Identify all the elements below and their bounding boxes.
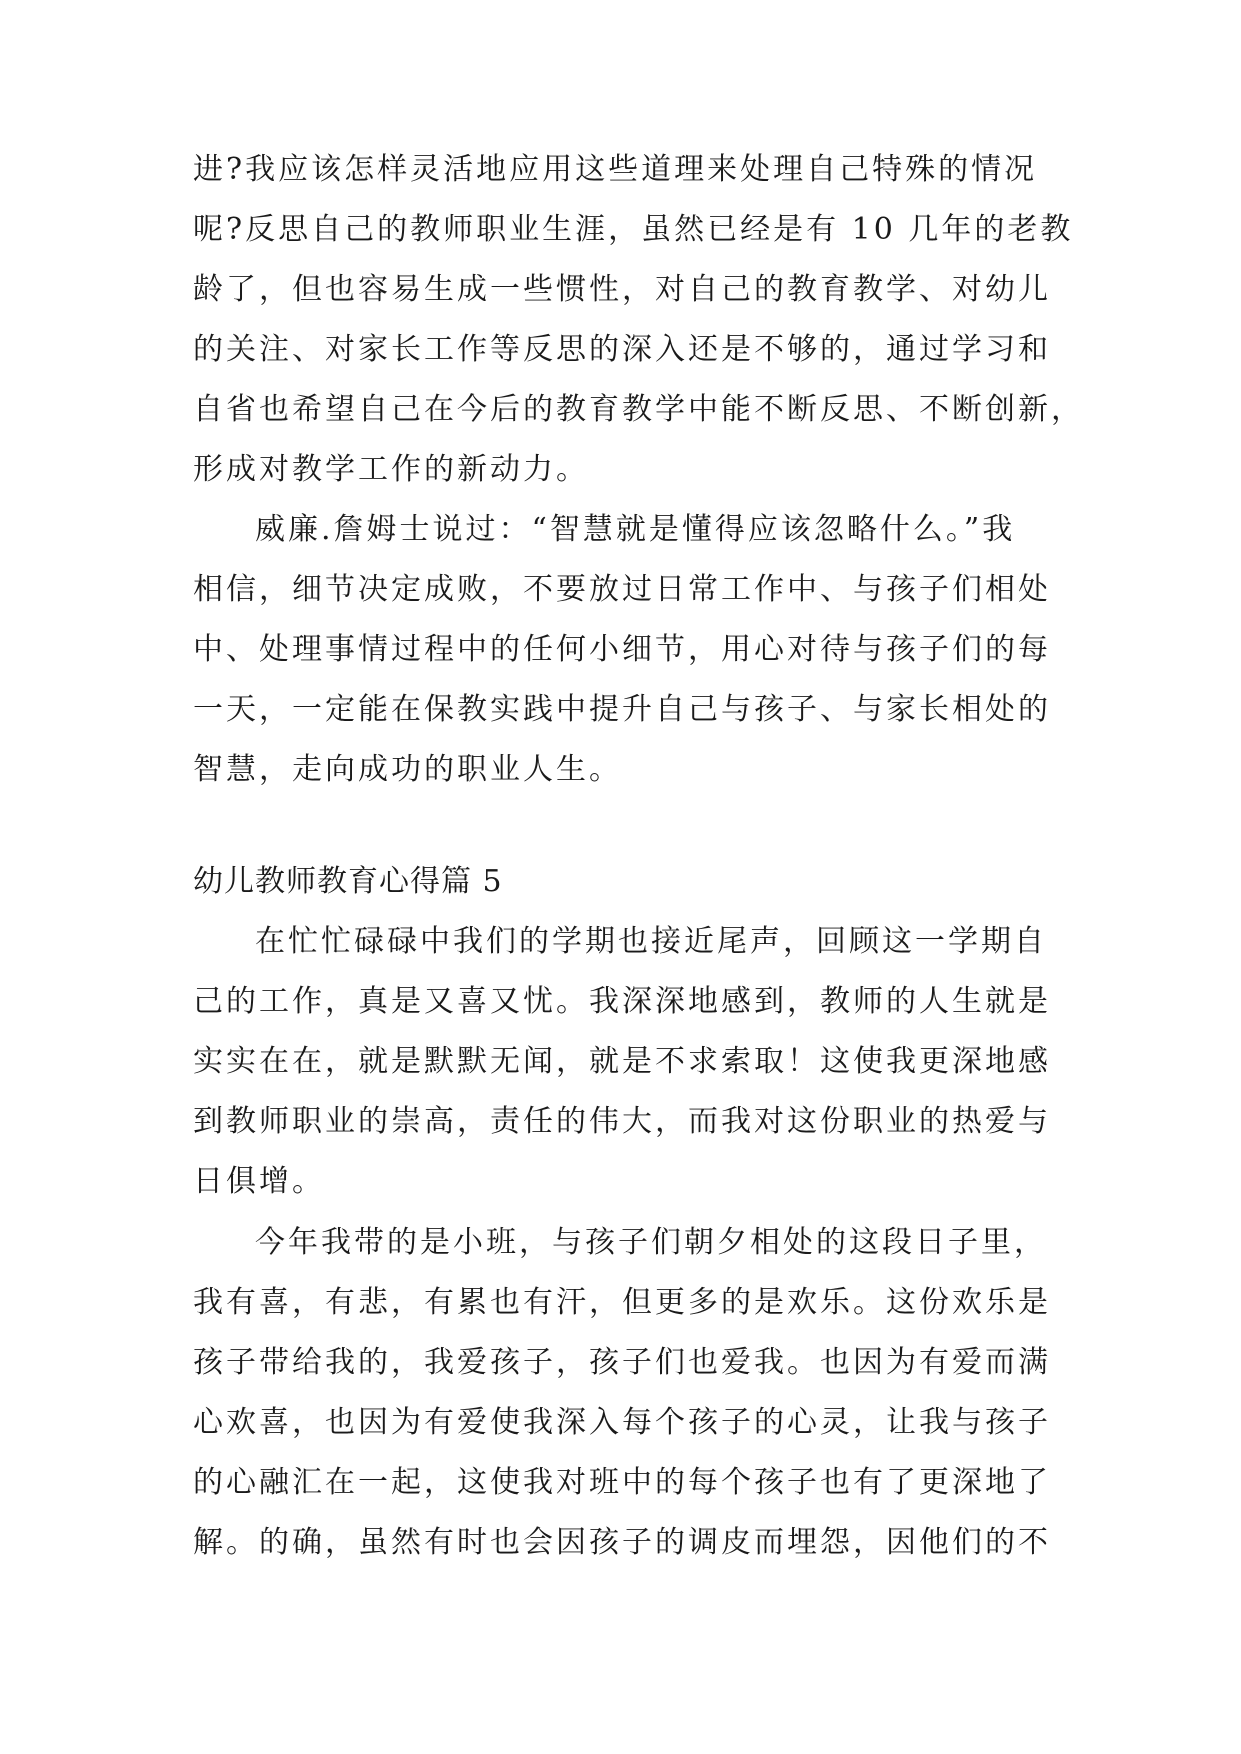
text-line: 呢?反思自己的教师职业生涯，虽然已经是有 10 几年的老教	[193, 212, 1074, 247]
text-line: 心欢喜，也因为有爱使我深入每个孩子的心灵，让我与孩子	[193, 1405, 1051, 1440]
text-line: 自省也希望自己在今后的教育教学中能不断反思、不断创新，	[193, 392, 1084, 427]
text-line: 的心融汇在一起，这使我对班中的每个孩子也有了更深地了	[193, 1465, 1051, 1500]
text-line: 在忙忙碌碌中我们的学期也接近尾声，回顾这一学期自	[255, 924, 1047, 959]
text-line: 解。的确，虽然有时也会因孩子的调皮而埋怨，因他们的不	[193, 1525, 1051, 1560]
text-line: 威廉.詹姆士说过：“智慧就是懂得应该忽略什么。”我	[255, 512, 1016, 547]
text-line: 我有喜，有悲，有累也有汗，但更多的是欢乐。这份欢乐是	[193, 1285, 1051, 1320]
text-line: 相信，细节决定成败，不要放过日常工作中、与孩子们相处	[193, 572, 1051, 607]
text-line: 孩子带给我的，我爱孩子，孩子们也爱我。也因为有爱而满	[193, 1345, 1051, 1380]
section-heading: 幼儿教师教育心得篇 5	[193, 864, 503, 899]
text-line: 实实在在，就是默默无闻，就是不求索取！这使我更深地感	[193, 1044, 1051, 1079]
text-line: 到教师职业的崇高，责任的伟大，而我对这份职业的热爱与	[193, 1104, 1051, 1139]
text-line: 今年我带的是小班，与孩子们朝夕相处的这段日子里，	[255, 1225, 1047, 1260]
text-line: 一天，一定能在保教实践中提升自己与孩子、与家长相处的	[193, 692, 1051, 727]
text-line: 进?我应该怎样灵活地应用这些道理来处理自己特殊的情况	[193, 152, 1038, 187]
text-line: 己的工作，真是又喜又忧。我深深地感到，教师的人生就是	[193, 984, 1051, 1019]
text-line: 形成对教学工作的新动力。	[193, 452, 589, 487]
text-line: 的关注、对家长工作等反思的深入还是不够的，通过学习和	[193, 332, 1051, 367]
text-line: 智慧，走向成功的职业人生。	[193, 752, 622, 787]
text-line: 中、处理事情过程中的任何小细节，用心对待与孩子们的每	[193, 632, 1051, 667]
text-line: 日俱增。	[193, 1164, 325, 1199]
text-line: 龄了，但也容易生成一些惯性，对自己的教育教学、对幼儿	[193, 272, 1051, 307]
